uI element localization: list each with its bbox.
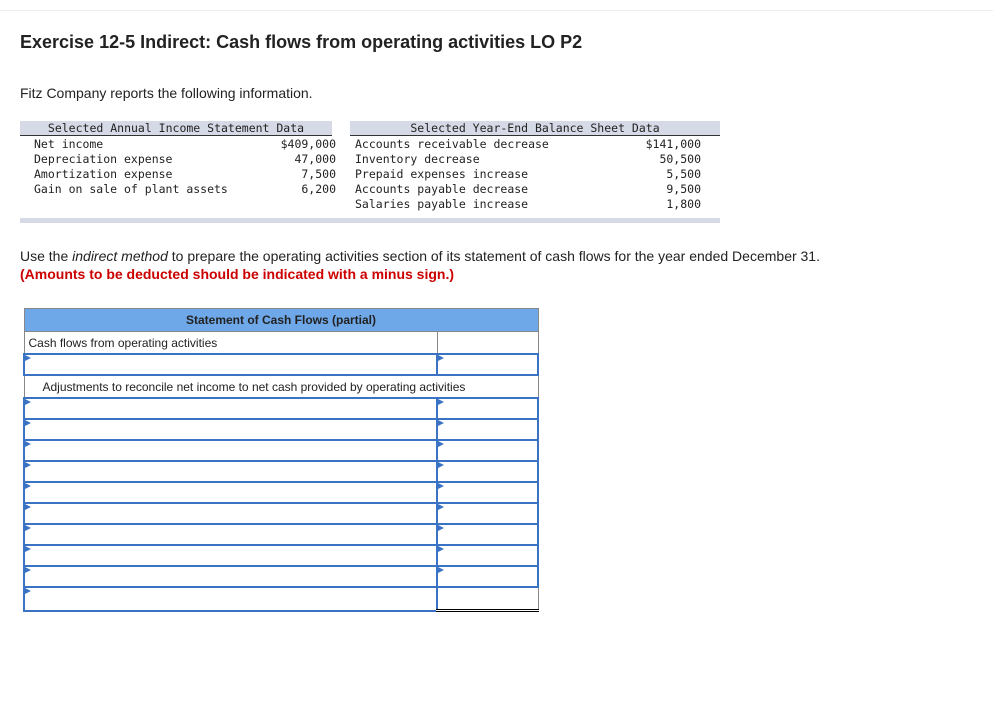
amount-input[interactable] [438,420,536,439]
adjustment-label-input[interactable] [24,587,437,611]
adjustment-label-input[interactable] [24,398,437,419]
page-title: Exercise 12-5 Indirect: Cash flows from operating activities LO P2 [20,32,583,52]
text-input[interactable] [25,441,419,460]
section-label: Cash flows from operating activities [24,332,437,355]
balance-item-value: 5,500 [666,167,701,181]
balance-item-value: 50,500 [659,152,701,166]
text-input[interactable] [25,567,419,586]
income-item-label: Net income [34,137,104,151]
balance-item-label: Salaries payable increase [355,197,529,211]
amount-input[interactable] [438,355,536,374]
text-input[interactable] [25,355,419,374]
table-row [24,566,538,587]
amount-input[interactable] [438,399,536,418]
text-input[interactable] [25,589,419,608]
instr-pre: Use the [20,248,73,264]
adjustment-amount-input[interactable] [437,398,538,419]
table-row [24,503,538,524]
table-row [24,419,538,440]
adjustment-label-input[interactable] [24,461,437,482]
table-row [24,482,538,503]
adjustments-label: Adjustments to reconcile net income to net cash provided by operating activities [24,375,538,398]
instr-em: indirect method [72,248,168,264]
balance-item-value: 9,500 [666,182,701,196]
adjustment-label-input[interactable] [24,566,437,587]
top-divider [0,10,993,11]
balance-item-label: Prepaid expenses increase [355,167,529,181]
adjustment-amount-input[interactable] [437,524,538,545]
amount-input[interactable] [438,546,536,565]
income-item-value: 7,500 [301,167,336,181]
amount-input[interactable] [438,504,536,523]
adjustment-label-input[interactable] [24,503,437,524]
income-item-label: Depreciation expense [34,152,173,166]
adjustment-label-input[interactable] [24,419,437,440]
adjustment-label-input[interactable] [24,545,437,566]
text-input[interactable] [25,504,419,523]
balance-item-value: 1,800 [666,197,701,211]
adjustment-amount-input[interactable] [437,566,538,587]
instr-post: to prepare the operating activities section of its statement of cash flows for the year ended December 31. [167,248,820,264]
amount-input[interactable] [438,441,536,460]
adjustment-label-input[interactable] [24,440,437,461]
blank-cell [437,332,538,355]
income-item-label: Amortization expense [34,167,173,181]
table-row [24,440,538,461]
income-item-label: Gain on sale of plant assets [34,182,228,196]
net-income-amount-input[interactable] [437,354,538,375]
given-data-table [20,121,720,223]
text-input[interactable] [25,420,419,439]
income-item-value: 47,000 [294,152,336,166]
table-footer [20,218,720,223]
balance-item-value: $141,000 [645,137,701,151]
adjustment-amount-input[interactable] [437,419,538,440]
text-input[interactable] [25,399,419,418]
table-row [24,524,538,545]
table-row [24,587,538,611]
amount-input[interactable] [438,462,536,481]
adjustment-amount-input[interactable] [437,482,538,503]
income-item-value: 6,200 [301,182,336,196]
statement-title: Statement of Cash Flows (partial) [24,309,538,332]
cash-flow-statement [23,308,539,612]
adjustment-amount-input[interactable] [437,503,538,524]
instr-note: (Amounts to be deducted should be indicated with a minus sign.) [20,266,455,282]
adjustment-amount-input[interactable] [437,545,538,566]
amount-input[interactable] [438,525,536,544]
income-header: Selected Annual Income Statement Data [20,121,332,136]
table-row [24,461,538,482]
intro-text: Fitz Company reports the following information. [20,85,313,101]
text-input[interactable] [25,483,419,502]
text-input[interactable] [25,546,419,565]
income-item-value: $409,000 [280,137,336,151]
amount-input[interactable] [438,567,536,586]
amount-input[interactable] [438,483,536,502]
instructions [20,247,820,283]
balance-header: Selected Year-End Balance Sheet Data [350,121,720,136]
table-row [24,398,538,419]
adjustment-label-input[interactable] [24,524,437,545]
balance-item-label: Inventory decrease [355,152,480,166]
text-input[interactable] [25,462,419,481]
net-cash-total-cell [437,587,538,611]
text-input[interactable] [25,525,419,544]
balance-item-label: Accounts receivable decrease [355,137,549,151]
balance-item-label: Accounts payable decrease [355,182,529,196]
adjustment-amount-input[interactable] [437,440,538,461]
net-income-label-input[interactable] [24,354,437,375]
adjustment-label-input[interactable] [24,482,437,503]
adjustment-amount-input[interactable] [437,461,538,482]
table-row [24,545,538,566]
